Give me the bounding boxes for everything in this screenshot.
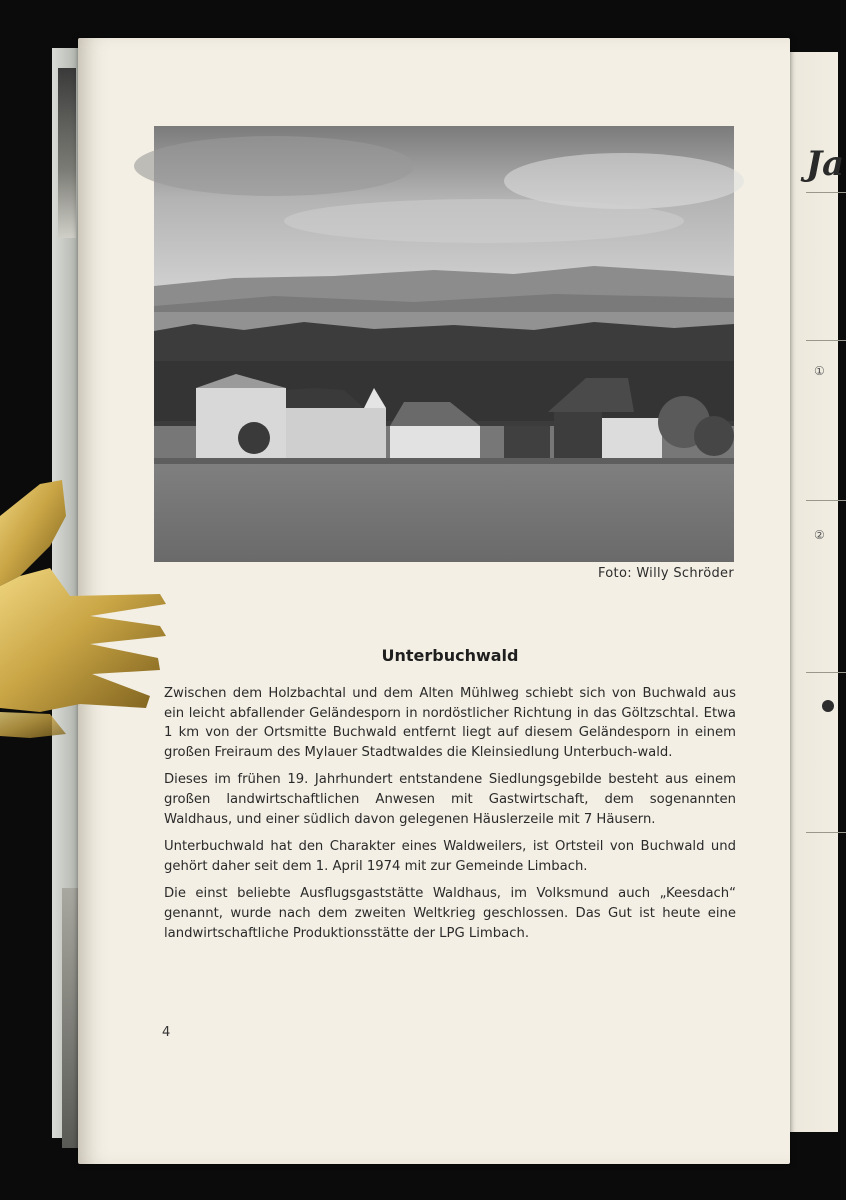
divider bbox=[806, 832, 846, 833]
paragraph: Die einst beliebte Ausflugsgaststätte Waldhaus, im Volksmund auch „Keesdach“ genannt, wurde nach dem zweiten Weltkrieg geschlossen. Das Gut ist heute eine landwirtschaftliche Produktionsstätte der LPG Limbach. bbox=[164, 886, 736, 941]
article-body bbox=[164, 684, 736, 951]
divider bbox=[806, 672, 846, 673]
circled-number-icon: ① bbox=[814, 364, 825, 378]
page-number: 4 bbox=[162, 1025, 171, 1040]
divider bbox=[806, 500, 846, 501]
village-landscape-image bbox=[154, 126, 734, 562]
circled-number-icon: ② bbox=[814, 528, 825, 542]
photo-caption: Foto: Willy Schröder bbox=[597, 566, 734, 581]
paragraph: Dieses im frühen 19. Jahrhundert entstandene Siedlungsgebilde besteht aus einem großen landwirtschaftlichen Anwesen mit Gastwirtschaft, dem sogenannten Waldhaus, und einer südlich davon gelegenen Häuslerzeile mit 7 Häusern. bbox=[164, 772, 736, 827]
article-title: Unterbuchwald bbox=[381, 646, 519, 665]
next-page-title-fragment: Ja bbox=[806, 144, 845, 184]
bullet-icon bbox=[822, 700, 834, 712]
divider bbox=[806, 340, 846, 341]
landscape-photo bbox=[154, 126, 734, 562]
paragraph: Zwischen dem Holzbachtal und dem Alten Mühlweg schiebt sich von Buchwald aus ein leicht abfallender Geländesporn in nordöstlicher Richtung in das Göltzschtal. Etwa 1 km von der Ortsmitte Buchwald entfernt liegt auf diesem Geländesporn in einem großen Freiraum des Mylauer Stadtwaldes die Kleinsiedlung Unterbuch-wald. bbox=[164, 686, 736, 760]
brass-hand-page-holder-icon bbox=[0, 476, 180, 746]
divider bbox=[806, 192, 846, 193]
paragraph: Unterbuchwald hat den Charakter eines Waldweilers, ist Ortsteil von Buchwald und gehört daher seit dem 1. April 1974 mit zur Gemeinde Limbach. bbox=[164, 839, 736, 874]
